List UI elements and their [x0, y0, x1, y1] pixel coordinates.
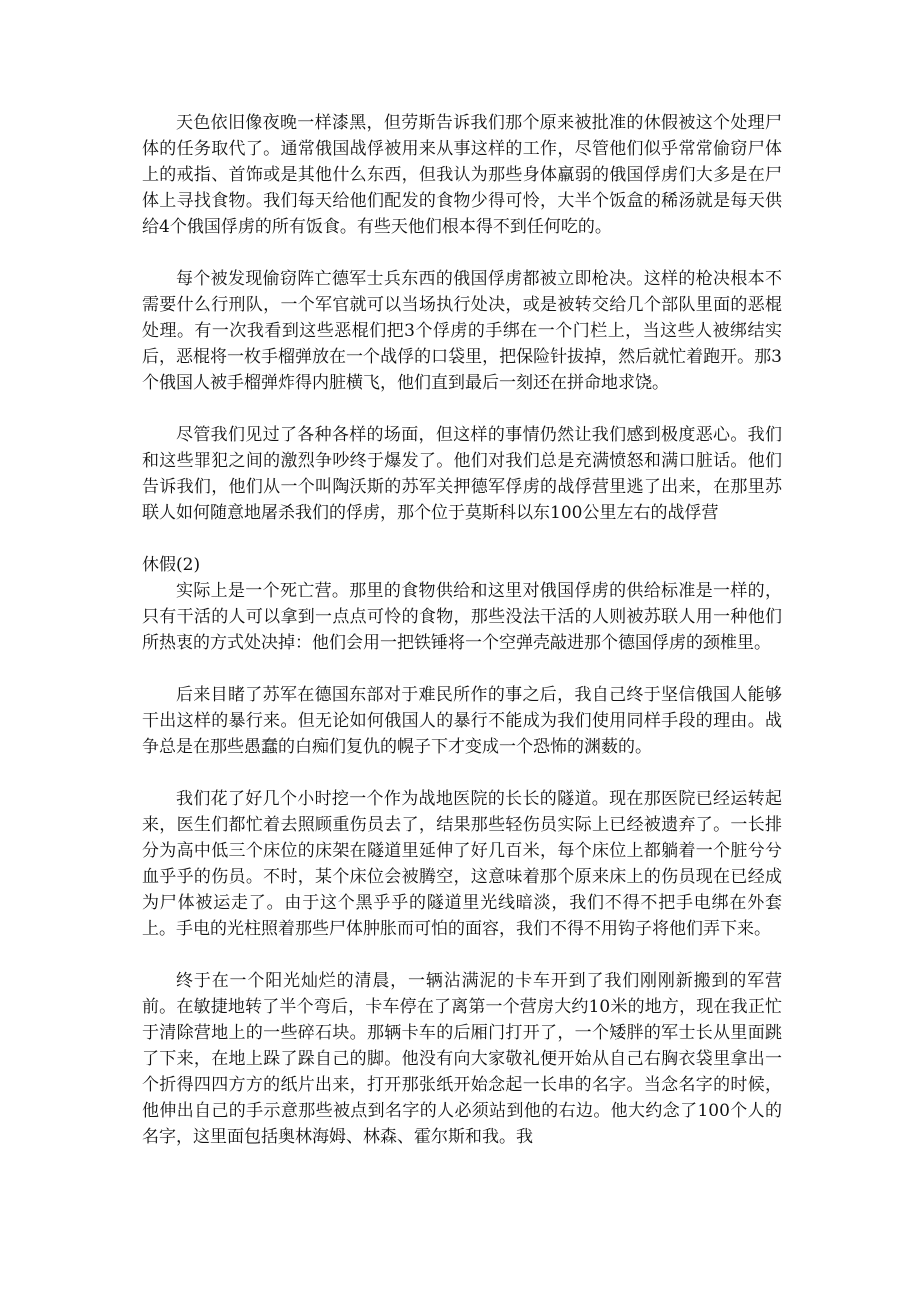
- section-heading: 休假(2): [142, 555, 201, 575]
- paragraph-6: 我们花了好几个小时挖一个作为战地医院的长长的隧道。现在那医院已经运转起来，医生们都忙着去照顾重伤员去了，结果那些轻伤员实际上已经被遗弃了。一长排分为高中低三个床位的床架在隧道里延伸了好几百米，每个床位上都躺着一个脏兮兮血乎乎的伤员。不时，某个床位会被腾空，这意味着那个原来床上的伤员现在已经成为尸体被运走了。由于这个黑乎乎的隧道里光线暗淡，我们不得不把手电绑在外套上。手电的光柱照着那些尸体肿胀而可怕的面容，我们不得不用钩子将他们弄下来。: [142, 789, 782, 939]
- paragraph-1: 天色依旧像夜晚一样漆黑，但劳斯告诉我们那个原来被批准的休假被这个处理尸体的任务取代了。通常俄国战俘被用来从事这样的工作，尽管他们似乎常常偷窃尸体上的戒指、首饰或是其他什么东西，但我认为那些身体羸弱的俄国俘虏们大多是在尸体上寻找食物。我们每天给他们配发的食物少得可怜，大半个饭盒的稀汤就是每天供给4个俄国俘虏的所有饭食。有些天他们根本得不到任何吃的。: [142, 113, 782, 237]
- paragraph-4: 实际上是一个死亡营。那里的食物供给和这里对俄国俘虏的供给标准是一样的，只有干活的人可以拿到一点点可怜的食物，那些没法干活的人则被苏联人用一种他们所热衷的方式处决掉：他们会用一把铁锤将一个空弹壳敲进那个德国俘虏的颈椎里。: [142, 581, 782, 653]
- paragraph-3: 尽管我们见过了各种各样的场面，但这样的事情仍然让我们感到极度恶心。我们和这些罪犯之间的激烈争吵终于爆发了。他们对我们总是充满愤怒和满口脏话。他们告诉我们，他们从一个叫陶沃斯的苏军关押德军俘虏的战俘营里逃了出来，在那里苏联人如何随意地屠杀我们的俘虏，那个位于莫斯科以东100公里左右的战俘营: [142, 425, 782, 523]
- document-page: [142, 110, 782, 1176]
- paragraph-5: 后来目睹了苏军在德国东部对于难民所作的事之后，我自己终于坚信俄国人能够干出这样的暴行来。但无论如何俄国人的暴行不能成为我们使用同样手段的理由。战争总是在那些愚蠢的白痴们复仇的幌子下才变成一个恐怖的渊薮的。: [142, 685, 782, 757]
- paragraph-7: 终于在一个阳光灿烂的清晨，一辆沾满泥的卡车开到了我们刚刚新搬到的军营前。在敏捷地转了半个弯后，卡车停在了离第一个营房大约10米的地方，现在我正忙于清除营地上的一些碎石块。那辆卡车的后厢门打开了，一个矮胖的军士长从里面跳了下来，在地上跺了跺自己的脚。他没有向大家敬礼便开始从自己右胸衣袋里拿出一个折得四四方方的纸片出来，打开那张纸开始念起一长串的名字。当念名字的时候，他伸出自己的手示意那些被点到名字的人必须站到他的右边。他大约念了100个人的名字，这里面包括奥林海姆、林森、霍尔斯和我。我: [142, 971, 782, 1147]
- paragraph-2: 每个被发现偷窃阵亡德军士兵东西的俄国俘虏都被立即枪决。这样的枪决根本不需要什么行刑队，一个军官就可以当场执行处决，或是被转交给几个部队里面的恶棍处理。有一次我看到这些恶棍们把3个俘虏的手绑在一个门栏上，当这些人被绑结实后，恶棍将一枚手榴弹放在一个战俘的口袋里，把保险针拔掉，然后就忙着跑开。那3个俄国人被手榴弹炸得内脏横飞，他们直到最后一刻还在拼命地求饶。: [142, 269, 782, 393]
